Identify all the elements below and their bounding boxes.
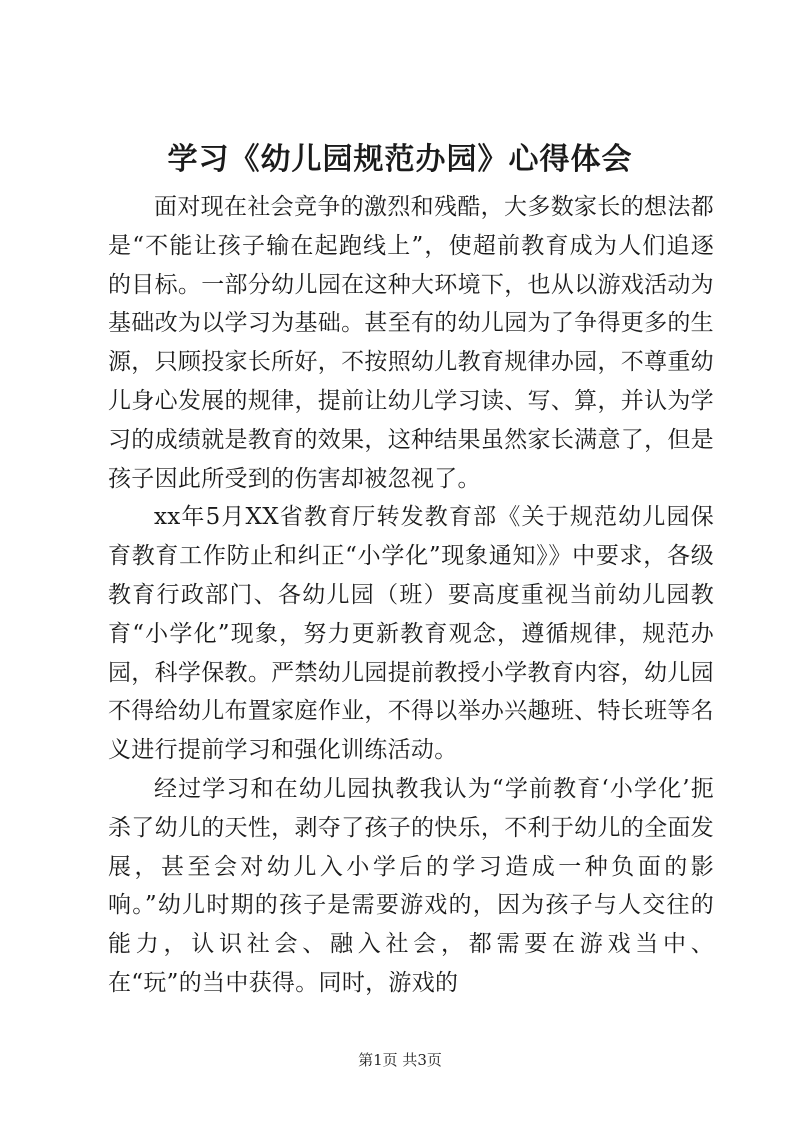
document-body bbox=[108, 188, 714, 1003]
paragraph-3: 经过学习和在幼儿园执教我认为“学前教育‘小学化’扼杀了幼儿的天性，剥夺了孩子的快乐，不利于幼儿的全面发展，甚至会对幼儿入小学后的学习造成一种负面的影响。”幼儿时期的孩子是需要游戏的，因为孩子与人交往的能力，认识社会、融入社会，都需要在游戏当中、在“玩”的当中获得。同时，游戏的 bbox=[108, 775, 714, 996]
document-title: 学习《幼儿园规范办园》心得体会 bbox=[167, 142, 633, 177]
paragraph-2: xx年5月XX省教育厅转发教育部《关于规范幼儿园保育教育工作防止和纠正“小学化”现象通知》》中要求，各级教育行政部门、各幼儿园（班）要高度重视当前幼儿园教育“小学化”现象，努力更新教育观念，遵循规律，规范办园，科学保教。严禁幼儿园提前教授小学教育内容，幼儿园不得给幼儿布置家庭作业，不得以举办兴趣班、特长班等名义进行提前学习和强化训练活动。 bbox=[108, 504, 714, 764]
page-number-footer: 第1页 共3页 bbox=[358, 1051, 442, 1069]
paragraph-1: 面对现在社会竞争的激烈和残酷，大多数家长的想法都是“不能让孩子输在起跑线上”，使超前教育成为人们追逐的目标。一部分幼儿园在这种大环境下，也从以游戏活动为基础改为以学习为基础。甚至有的幼儿园为了争得更多的生源，只顾投家长所好，不按照幼儿教育规律办园，不尊重幼儿身心发展的规律，提前让幼儿学习读、写、算，并认为学习的成绩就是教育的效果，这种结果虽然家长满意了，但是孩子因此所受到的伤害却被忽视了。 bbox=[108, 194, 714, 492]
